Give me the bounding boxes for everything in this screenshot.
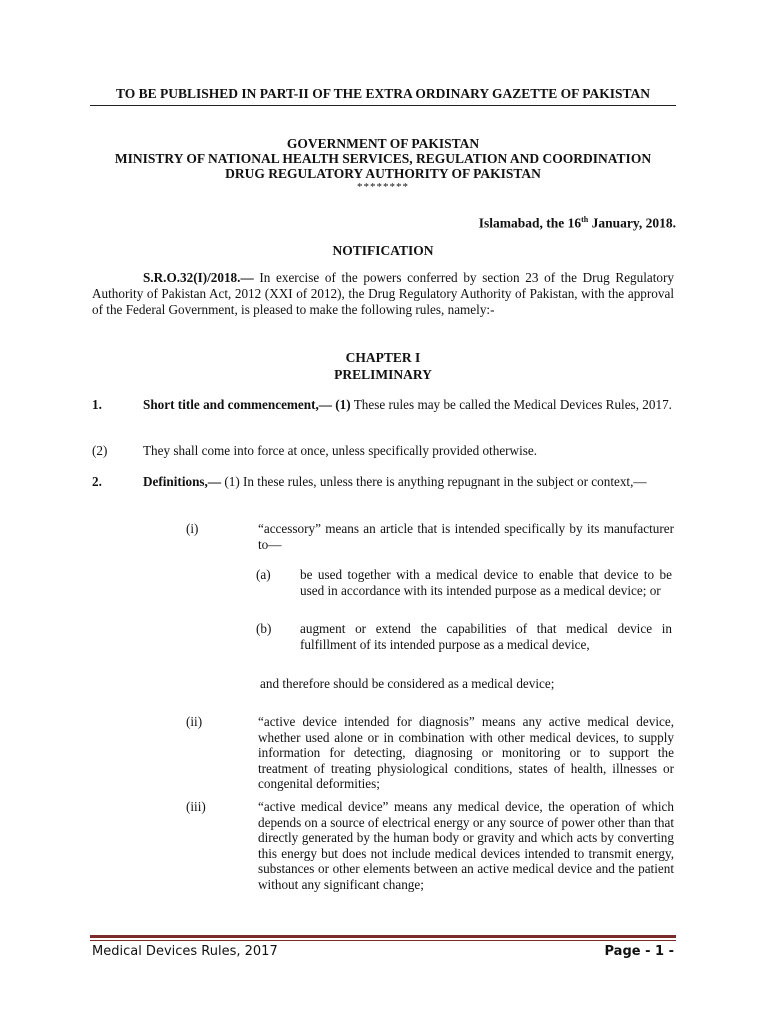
definition-i-tail: and therefore should be considered as a medical device; bbox=[260, 676, 555, 691]
rule-1-heading: Short title and commencement,— (1) bbox=[143, 397, 351, 412]
sro-number: S.R.O.32(I)/2018.— bbox=[143, 270, 254, 285]
date-suffix: January, 2018. bbox=[588, 215, 676, 231]
rule-2-text: (1) In these rules, unless there is anything repugnant in the subject or context,— bbox=[221, 474, 647, 489]
separator-stars: ******** bbox=[357, 181, 409, 193]
definition-ii-number: (ii) bbox=[186, 714, 203, 729]
chapter-title: CHAPTER I bbox=[345, 350, 421, 365]
definition-i-b-number: (b) bbox=[256, 621, 272, 636]
notification-heading: NOTIFICATION bbox=[332, 243, 434, 258]
intro-paragraph bbox=[92, 270, 674, 318]
chapter-subtitle: PRELIMINARY bbox=[334, 367, 432, 382]
header-rule bbox=[90, 105, 676, 106]
footer-title: Medical Devices Rules, 2017 bbox=[92, 944, 278, 959]
rule-1-sub-2-text: They shall come into force at once, unless specifically provided otherwise. bbox=[143, 443, 538, 458]
definition-i-b-text: augment or extend the capabilities of that medical device in fulfillment of its intended purpose as a medical device, bbox=[300, 621, 672, 652]
intro-text: In exercise of the powers conferred by section 23 of the Drug Regulatory Authority of Pakistan Act, 2012 (XXI of 2012), the Drug Regulatory Authority of Pakistan, with the approval of the Federal Government, is pleased to make the following rules, namely:- bbox=[92, 270, 674, 317]
definition-i-number: (i) bbox=[186, 521, 199, 536]
rule-1-number: 1. bbox=[92, 397, 102, 412]
rule-1 bbox=[92, 397, 674, 413]
rule-2 bbox=[92, 474, 674, 490]
definition-iii-number: (iii) bbox=[186, 799, 206, 814]
date-sup: th bbox=[581, 215, 589, 224]
definition-i-a-text: be used together with a medical device to enable that device to be used in accordance with its intended purpose as a medical device; or bbox=[300, 567, 672, 598]
authority-title: DRUG REGULATORY AUTHORITY OF PAKISTAN bbox=[225, 166, 541, 181]
footer-rule-thin bbox=[90, 940, 676, 941]
definition-iii-text: “active medical device” means any medical device, the operation of which depends on a source of electrical energy or any source of power other than that directly generated by the human body or gravity and which acts by converting this energy but does not include medical devices intended to transmit energy, substances or other elements between an active medical device and the patient without any significant change; bbox=[258, 799, 674, 892]
page-number: Page - 1 - bbox=[604, 944, 674, 959]
definition-i-text: “accessory” means an article that is intended specifically by its manufacturer to— bbox=[258, 521, 674, 552]
rule-2-number: 2. bbox=[92, 474, 102, 489]
date-prefix: Islamabad, the 16 bbox=[478, 215, 582, 231]
ministry-title: MINISTRY OF NATIONAL HEALTH SERVICES, REGULATION AND COORDINATION bbox=[114, 151, 652, 166]
rule-2-heading: Definitions,— bbox=[143, 474, 222, 489]
rule-1-text: These rules may be called the Medical Devices Rules, 2017. bbox=[350, 397, 672, 412]
rule-1-sub-2 bbox=[92, 443, 674, 459]
gazette-heading: TO BE PUBLISHED IN PART-II OF THE EXTRA ORDINARY GAZETTE OF PAKISTAN bbox=[115, 86, 651, 101]
rule-1-sub-2-number: (2) bbox=[92, 443, 108, 458]
definition-i-a-number: (a) bbox=[256, 567, 271, 582]
issue-date bbox=[479, 215, 676, 232]
footer-rule-thick bbox=[90, 935, 676, 938]
government-title: GOVERNMENT OF PAKISTAN bbox=[286, 136, 480, 151]
definition-ii-text: “active device intended for diagnosis” means any active medical device, whether used alone or in combination with other medical devices, to supply information for detecting, diagnosing or monitoring or to support the treatment of treating physiological conditions, states of health, illnesses or congenital deformities; bbox=[258, 714, 674, 791]
